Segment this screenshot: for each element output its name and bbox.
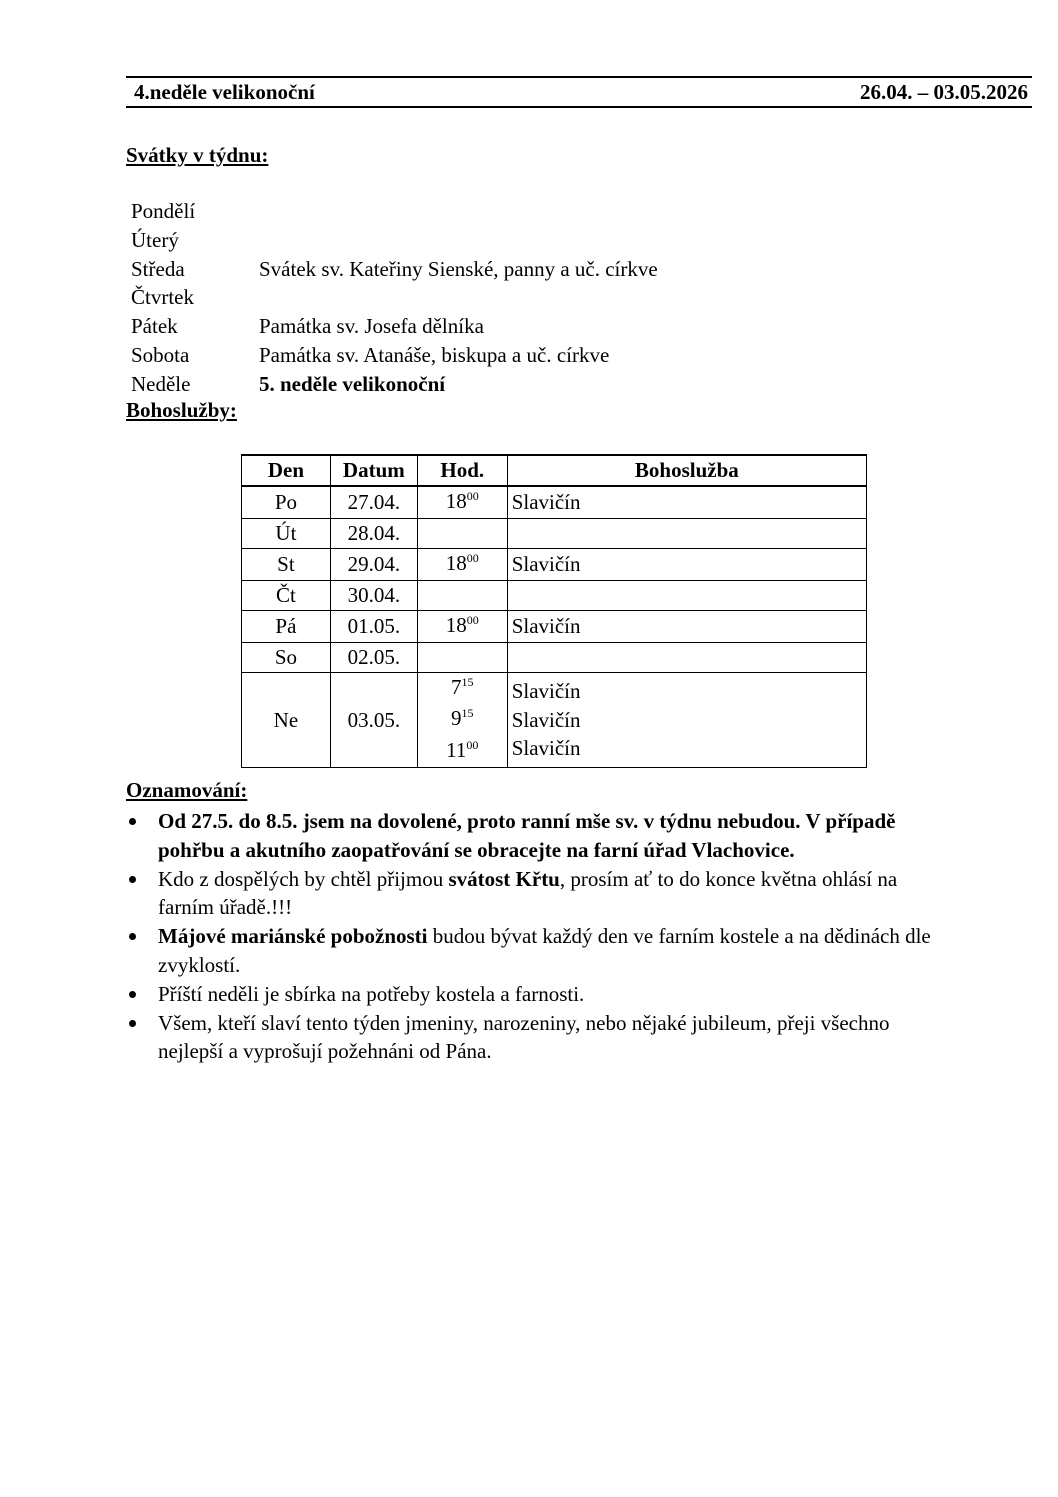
service-day: Čt: [242, 581, 331, 611]
service-date: 30.04.: [330, 581, 417, 611]
service-date: 01.05.: [330, 610, 417, 643]
notice-item: [126, 1009, 946, 1067]
services-header-row: [242, 455, 867, 486]
service-day: Pá: [242, 610, 331, 643]
bulletin-title: 4.neděle velikonoční: [134, 80, 315, 104]
service-place: Slavičín: [511, 552, 581, 576]
service-place: Slavičín: [511, 679, 581, 703]
feast-name: Památka sv. Josefa dělníka: [259, 314, 484, 339]
service-hours: [417, 486, 507, 519]
service-date: 02.05.: [330, 643, 417, 673]
service-date: 29.04.: [330, 548, 417, 581]
service-hours: [417, 610, 507, 643]
service-hours: [417, 581, 507, 611]
service-row: [242, 486, 867, 519]
notices-heading: Oznamování:: [126, 778, 248, 802]
notices-list: [126, 807, 946, 1066]
service-places: [507, 581, 866, 611]
service-time-minute: 00: [466, 612, 479, 627]
service-date: 03.05.: [330, 672, 417, 768]
service-places: [507, 610, 866, 643]
notice-text: budou bývat každý den ve farním kostele a na dědinách dle zvyklostí.: [158, 924, 931, 977]
service-time-minute: 00: [466, 737, 479, 752]
service-places: [507, 548, 866, 581]
service-place: Slavičín: [511, 736, 581, 760]
notice-text: Příští neděli je sbírka na potřeby kostela a farnosti.: [158, 981, 585, 1006]
service-day: So: [242, 643, 331, 673]
service-day: Ne: [242, 672, 331, 768]
service-day: St: [242, 548, 331, 581]
service-time: [422, 704, 503, 736]
service-time-minute: 00: [466, 550, 479, 565]
service-place: Slavičín: [511, 614, 581, 638]
service-time: [422, 673, 503, 705]
service-row: [242, 643, 867, 673]
notice-item: [126, 865, 946, 923]
column-header-service: Bohoslužba: [507, 455, 866, 486]
service-time-hour: 9: [450, 706, 462, 730]
services-table: [241, 454, 867, 768]
feast-day: Pátek: [131, 314, 178, 339]
column-header-hour: Hod.: [417, 455, 507, 486]
service-time: [422, 736, 503, 768]
service-hours: [417, 548, 507, 581]
notice-text: Od 27.5. do 8.5. jsem na dovolené, proto ranní mše sv. v týdnu nebudou. V případě pohřbu a akutního zaopatřování se obracejte na farní úřad Vlachovice.: [158, 809, 896, 862]
feast-name: Svátek sv. Kateřiny Sienské, panny a uč. církve: [259, 256, 658, 281]
service-row: [242, 519, 867, 549]
service-time-hour: 18: [445, 612, 467, 637]
services-heading: Bohoslužby:: [126, 398, 237, 422]
notice-text: Kdo z dospělých by chtěl přijmou: [158, 866, 449, 891]
service-time-minute: 15: [461, 674, 474, 689]
service-hours: [417, 643, 507, 673]
service-time-hour: 7: [450, 674, 462, 699]
feast-name: 5. neděle velikonoční: [259, 371, 446, 396]
column-header-day: Den: [242, 455, 331, 486]
feast-name: Památka sv. Atanáše, biskupa a uč. církve: [259, 342, 610, 367]
service-time: [422, 611, 503, 643]
service-day: Po: [242, 486, 331, 519]
feasts-heading: Svátky v týdnu:: [126, 143, 269, 167]
service-time-minute: 00: [466, 488, 479, 503]
service-place: Slavičín: [511, 490, 581, 514]
feast-day: Úterý: [131, 227, 179, 252]
service-row: [242, 610, 867, 643]
bulletin-dates: 26.04. – 03.05.2026: [860, 80, 1028, 104]
service-row: [242, 672, 867, 768]
service-day: Út: [242, 519, 331, 549]
feast-day: Středa: [131, 256, 185, 281]
service-hours: [417, 519, 507, 549]
service-time: [422, 549, 503, 581]
service-place: Slavičín: [511, 707, 581, 732]
feast-day: Sobota: [131, 342, 190, 367]
notice-item: [126, 922, 946, 980]
service-time-minute: 15: [461, 706, 474, 720]
notice-text: Májové mariánské pobožnosti: [158, 924, 428, 949]
bulletin-header: [126, 76, 1032, 108]
service-hours: [417, 672, 507, 768]
service-time-hour: 11: [446, 737, 467, 762]
notice-text: Všem, kteří slaví tento týden jmeniny, narozeniny, nebo nějaké jubileum, přeji všechno nejlepší a vyprošují požehnáni od Pána.: [158, 1010, 890, 1064]
service-places: [507, 486, 866, 519]
service-places: [507, 672, 866, 768]
feast-day: Pondělí: [131, 199, 196, 223]
service-places: [507, 643, 866, 673]
notice-item: [126, 980, 946, 1009]
service-time: [422, 487, 503, 519]
service-time-hour: 18: [445, 488, 467, 513]
service-date: 27.04.: [330, 486, 417, 519]
notice-text: svátost Křtu: [448, 866, 560, 891]
service-date: 28.04.: [330, 519, 417, 549]
service-places: [507, 519, 866, 549]
notice-item: [126, 807, 946, 865]
column-header-date: Datum: [330, 455, 417, 486]
service-row: [242, 581, 867, 611]
service-row: [242, 548, 867, 581]
feast-day: Neděle: [131, 371, 191, 396]
notice-text: , prosím ať to do konce května ohlásí na farním úřadě.!!!: [158, 866, 898, 920]
service-time-hour: 18: [445, 550, 467, 575]
feast-day: Čtvrtek: [131, 285, 194, 310]
